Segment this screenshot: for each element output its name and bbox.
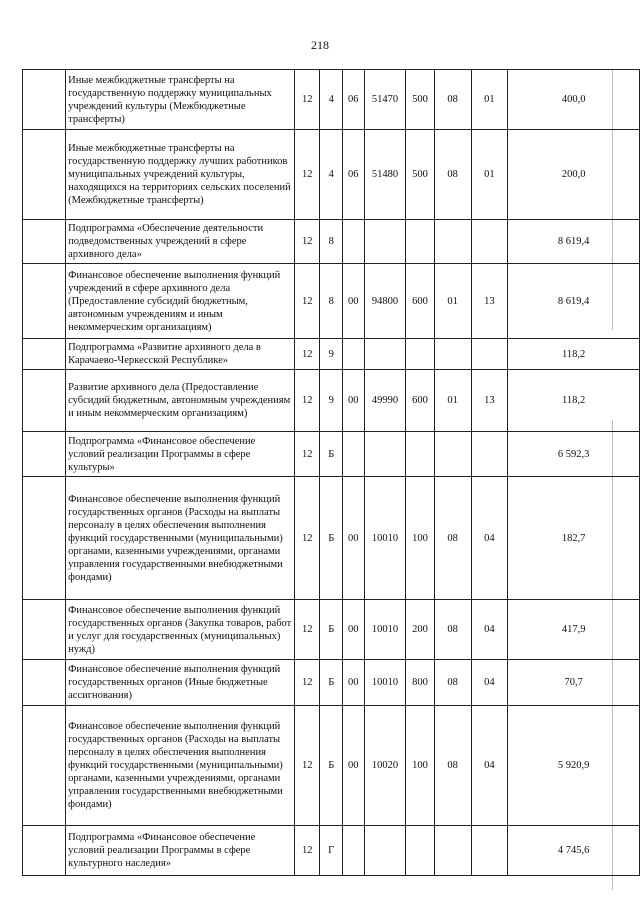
expense-type-code: 600 [406,370,434,432]
expense-type-code: 800 [406,660,434,706]
table-row [23,660,640,706]
row-number-cell [23,339,66,370]
budget-code-a: 12 [295,130,320,220]
item-name: Финансовое обеспечение выполнения функций государственных органов (Иные бюджетные ассигнования) [66,660,295,706]
table-row [23,432,640,477]
amount-value: 400,0 [508,70,640,130]
budget-code-c: 00 [343,706,364,826]
section-code: 01 [434,370,471,432]
section-code [434,432,471,477]
amount-value: 417,9 [508,600,640,660]
budget-code-c: 00 [343,370,364,432]
budget-code-d [364,826,406,876]
item-name: Финансовое обеспечение выполнения функций учреждений в сфере архивного дела (Предоставление субсидий бюджетным, автономным учреждениям и иным некоммерческим организациям) [66,264,295,339]
item-name: Финансовое обеспечение выполнения функций государственных органов (Расходы на выплаты персоналу в целях обеспечения выполнения функций государственными (муниципальными) органами, казенными учреждениями, органами управления государственными внебюджетными фондами) [66,477,295,600]
budget-code-b: Б [320,477,343,600]
row-number-cell [23,706,66,826]
budget-code-a: 12 [295,70,320,130]
amount-value: 182,7 [508,477,640,600]
subsection-code: 04 [471,706,508,826]
table-row [23,706,640,826]
budget-code-a: 12 [295,432,320,477]
item-name: Финансовое обеспечение выполнения функций государственных органов (Закупка товаров, работ и услуг для государственных (муниципальных) нужд) [66,600,295,660]
expense-type-code [406,220,434,264]
row-number-cell [23,826,66,876]
table-row [23,130,640,220]
budget-code-a: 12 [295,706,320,826]
budget-code-d [364,220,406,264]
budget-table [22,69,640,876]
row-number-cell [23,264,66,339]
item-name: Подпрограмма «Обеспечение деятельности подведомственных учреждений в сфере архивного дела» [66,220,295,264]
expense-type-code [406,826,434,876]
budget-code-c: 06 [343,130,364,220]
budget-code-c [343,220,364,264]
subsection-code [471,339,508,370]
item-name: Финансовое обеспечение выполнения функций государственных органов (Расходы на выплаты персоналу в целях обеспечения выполнения функций государственными (муниципальными) органами, казенными учреждениями, органами управления государственными внебюджетными фондами) [66,706,295,826]
subsection-code [471,220,508,264]
item-name: Развитие архивного дела (Предоставление субсидий бюджетным, автономным учреждениям и иным некоммерческим организациям) [66,370,295,432]
section-code [434,339,471,370]
budget-code-d [364,339,406,370]
amount-value: 8 619,4 [508,220,640,264]
row-number-cell [23,70,66,130]
amount-value: 4 745,6 [508,826,640,876]
section-code: 08 [434,660,471,706]
subsection-code: 04 [471,600,508,660]
budget-code-a: 12 [295,477,320,600]
table-row [23,477,640,600]
row-number-cell [23,477,66,600]
budget-code-c: 00 [343,660,364,706]
budget-code-b: 8 [320,264,343,339]
amount-value: 6 592,3 [508,432,640,477]
budget-code-c: 00 [343,477,364,600]
subsection-code: 01 [471,130,508,220]
budget-code-d: 10020 [364,706,406,826]
section-code [434,826,471,876]
section-code: 01 [434,264,471,339]
expense-type-code: 600 [406,264,434,339]
table-row [23,70,640,130]
section-code: 08 [434,130,471,220]
budget-code-c [343,826,364,876]
budget-code-d: 10010 [364,477,406,600]
page-number: 218 [311,38,329,52]
amount-value: 118,2 [508,370,640,432]
amount-value: 200,0 [508,130,640,220]
subsection-code: 01 [471,70,508,130]
budget-code-b: 8 [320,220,343,264]
budget-code-d [364,432,406,477]
row-number-cell [23,220,66,264]
budget-code-d: 51470 [364,70,406,130]
budget-code-a: 12 [295,370,320,432]
expense-type-code [406,432,434,477]
budget-code-b: Б [320,600,343,660]
budget-code-b: Б [320,660,343,706]
item-name: Подпрограмма «Финансовое обеспечение условий реализации Программы в сфере культурного наследия» [66,826,295,876]
item-name: Подпрограмма «Финансовое обеспечение условий реализации Программы в сфере культуры» [66,432,295,477]
subsection-code: 13 [471,264,508,339]
table-row [23,264,640,339]
table-row [23,600,640,660]
row-number-cell [23,600,66,660]
budget-code-d: 10010 [364,600,406,660]
budget-code-a: 12 [295,660,320,706]
table-row [23,826,640,876]
expense-type-code: 100 [406,477,434,600]
expense-type-code: 500 [406,70,434,130]
budget-code-a: 12 [295,339,320,370]
budget-code-a: 12 [295,264,320,339]
amount-value: 118,2 [508,339,640,370]
row-number-cell [23,432,66,477]
expense-type-code [406,339,434,370]
section-code: 08 [434,600,471,660]
budget-code-a: 12 [295,826,320,876]
budget-code-c [343,432,364,477]
budget-code-b: 9 [320,370,343,432]
budget-code-d: 94800 [364,264,406,339]
table-row [23,339,640,370]
budget-code-b: 4 [320,130,343,220]
budget-code-c [343,339,364,370]
section-code: 08 [434,70,471,130]
expense-type-code: 200 [406,600,434,660]
subsection-code [471,826,508,876]
budget-code-d: 10010 [364,660,406,706]
subsection-code: 04 [471,477,508,600]
budget-code-a: 12 [295,600,320,660]
budget-code-b: 9 [320,339,343,370]
table-row [23,220,640,264]
amount-value: 5 920,9 [508,706,640,826]
budget-code-b: Б [320,432,343,477]
subsection-code: 13 [471,370,508,432]
expense-type-code: 100 [406,706,434,826]
budget-code-d: 51480 [364,130,406,220]
amount-value: 8 619,4 [508,264,640,339]
table-row [23,370,640,432]
budget-code-a: 12 [295,220,320,264]
section-code: 08 [434,477,471,600]
row-number-cell [23,660,66,706]
budget-code-c: 06 [343,70,364,130]
subsection-code: 04 [471,660,508,706]
item-name: Иные межбюджетные трансферты на государственную поддержку муниципальных учреждений культуры (Межбюджетные трансферты) [66,70,295,130]
budget-code-b: Г [320,826,343,876]
row-number-cell [23,370,66,432]
section-code: 08 [434,706,471,826]
amount-value: 70,7 [508,660,640,706]
item-name: Подпрограмма «Развитие архивного дела в Карачаево-Черкесской Республике» [66,339,295,370]
budget-code-c: 00 [343,600,364,660]
section-code [434,220,471,264]
expense-type-code: 500 [406,130,434,220]
budget-code-b: 4 [320,70,343,130]
item-name: Иные межбюджетные трансферты на государственную поддержку лучших работников муниципальных учреждений культуры, находящихся на территориях сельских поселений (Межбюджетные трансферты) [66,130,295,220]
budget-code-b: Б [320,706,343,826]
budget-code-d: 49990 [364,370,406,432]
row-number-cell [23,130,66,220]
budget-code-c: 00 [343,264,364,339]
subsection-code [471,432,508,477]
